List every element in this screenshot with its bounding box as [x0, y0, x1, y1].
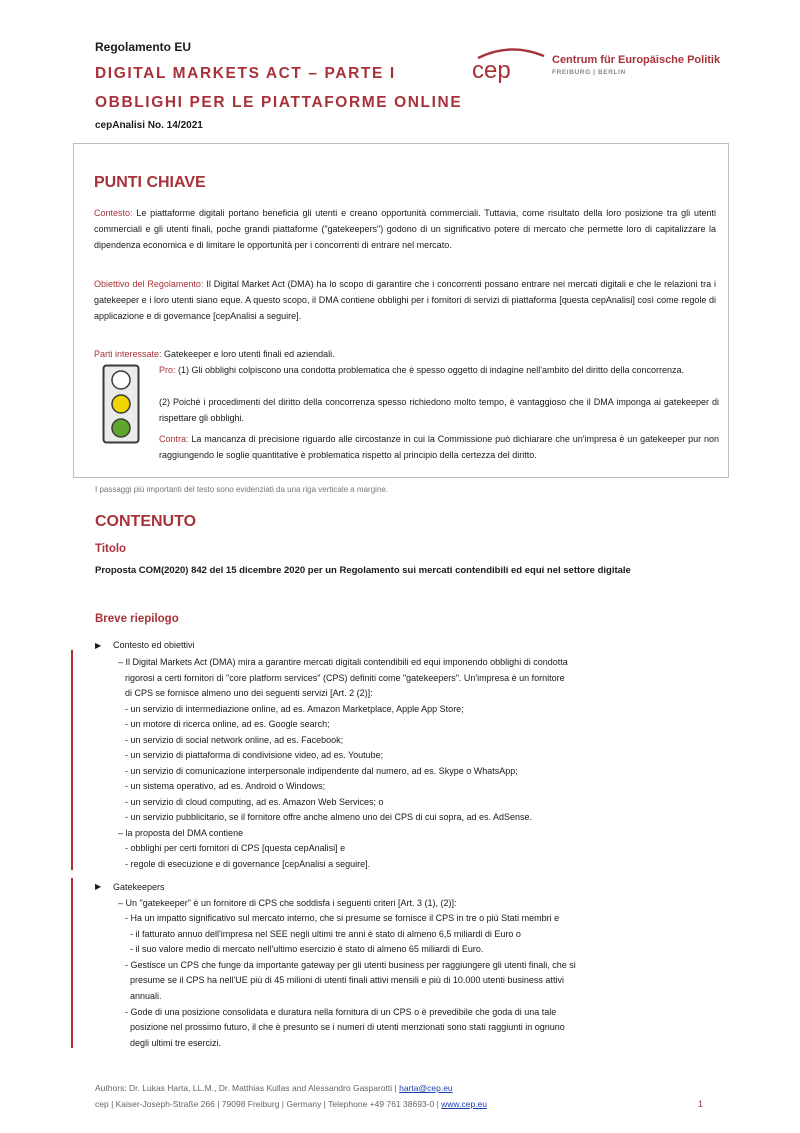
- key-point-parties: [94, 346, 716, 362]
- issue-number: cepAnalisi No. 14/2021: [95, 120, 203, 131]
- triangle-bullet-icon: ▶: [95, 882, 102, 891]
- pro-2-text: (2) Poiché i procedimenti del diritto della concorrenza spesso richiedono molto tempo, è vantaggioso che il DMA imponga ai gatekeeper di rispettare gli obblighi.: [159, 397, 719, 423]
- proposal-title: Proposta COM(2020) 842 del 15 dicembre 2020 per un Regolamento sui mercati contendibili ed equi nel settore digitale: [95, 565, 631, 576]
- traffic-light-middle: [112, 395, 130, 413]
- cep-logo: [470, 44, 740, 84]
- logo-cities: FREIBURG | BERLIN: [552, 69, 626, 76]
- summary-line: - il fatturato annuo dell'impresa nel SEE negli ultimi tre anni è stato di almeno 6,5 miliardi di Euro o: [130, 929, 521, 939]
- highlight-bar: [71, 878, 73, 1048]
- summary-line: - un servizio di intermediazione online, ad es. Amazon Marketplace, Apple App Store;: [125, 704, 464, 714]
- summary-line: Contesto ed obiettivi: [113, 640, 195, 650]
- summary-line: – Il Digital Markets Act (DMA) mira a garantire mercati digitali contendibili ed equi imponendo obblighi di condotta: [118, 657, 568, 667]
- document-title-line-2: OBBLIGHI PER LE PIATTAFORME ONLINE: [95, 94, 463, 111]
- pro-1-text: (1) Gli obblighi colpiscono una condotta problematica che è spesso oggetto di indagine nell'ambito del diritto della concorrenza.: [178, 365, 685, 375]
- summary-line: - un servizio pubblicitario, se il fornitore offre anche almeno uno dei CPS di cui sopra, ad es. AdSense.: [125, 812, 533, 822]
- summary-line: rigorosi a certi fornitori di "core platform services" (CPS) definiti come "gatekeepers". Un'impresa è un fornitore: [125, 673, 565, 683]
- contra-label: Contra:: [159, 434, 189, 444]
- traffic-light-icon: [102, 364, 140, 444]
- parties-label: Parti interessate:: [94, 349, 162, 359]
- summary-line: Gatekeepers: [113, 882, 165, 892]
- summary-line: - un motore di ricerca online, ad es. Google search;: [125, 719, 330, 729]
- footer-address: [95, 1099, 487, 1109]
- document-label: Regolamento EU: [95, 40, 192, 54]
- key-point-contra: [159, 431, 719, 463]
- cep-logo-text: cep: [472, 57, 511, 84]
- triangle-bullet-icon: ▶: [95, 641, 102, 650]
- summary-line: presume se il CPS ha nell'UE più di 45 milioni di utenti finali attivi mensili e più di 10.000 utenti business attivi: [130, 975, 564, 985]
- website-link[interactable]: www.cep.eu: [441, 1099, 487, 1109]
- summary-line: - un servizio di piattaforma di condivisione video, ad es. Youtube;: [125, 750, 384, 760]
- objective-text: Il Digital Market Act (DMA) ha lo scopo di garantire che i concorrenti possano entrare nei mercati digitali e che le relazioni tra i gatekeeper e i loro utenti siano eque. A questo scopo, il DMA contiene obblighi per i fornitori di servizi di piattaforma [questa cepAnalisi] così come regole di applicazione e di governance [cepAnalisi a seguire].: [94, 279, 717, 321]
- summary-line: – Un "gatekeeper" è un fornitore di CPS che soddisfa i seguenti criteri [Art. 3 (1), (2)]:: [118, 898, 457, 908]
- key-points-title: PUNTI CHIAVE: [94, 174, 206, 191]
- summary-line: - un servizio di social network online, ad es. Facebook;: [125, 735, 344, 745]
- summary-line: - obblighi per certi fornitori di CPS [questa cepAnalisi] e: [125, 843, 346, 853]
- footer-authors: [95, 1083, 453, 1093]
- summary-line: - Gestisce un CPS che funge da importante gateway per gli utenti business per raggiungere gli utenti finali, che si: [125, 960, 576, 970]
- summary-line: - Ha un impatto significativo sul mercato interno, che si presume se fornisce il CPS in tre o più Stati membri e: [125, 913, 560, 923]
- summary-line: posizione nel prossimo futuro, il che è presunto se i numeri di utenti menzionati sono stati raggiunti in ognuno: [130, 1022, 565, 1032]
- summary-line: di CPS se fornisce almeno uno dei seguenti servizi [Art. 2 (2)]:: [125, 688, 373, 698]
- summary-line: - regole di esecuzione e di governance [cepAnalisi a seguire].: [125, 859, 371, 869]
- objective-label: Obiettivo del Regolamento:: [94, 279, 204, 289]
- key-point-context: [94, 205, 716, 253]
- summary-line: annuali.: [130, 991, 162, 1001]
- key-point-pro-2: [159, 394, 719, 426]
- authors-text: Authors: Dr. Lukas Harta, LL.M., Dr. Matthias Kullas and Alessandro Gasparotti |: [95, 1083, 397, 1093]
- summary-line: - un sistema operativo, ad es. Android o Windows;: [125, 781, 326, 791]
- cep-logo-mark: [470, 44, 548, 84]
- key-point-pro-1: [159, 362, 719, 378]
- context-label: Contesto:: [94, 208, 133, 218]
- highlight-footnote: I passaggi più importanti del testo sono evidenziati da una riga verticale a margine.: [95, 485, 389, 494]
- summary-line: – la proposta del DMA contiene: [118, 828, 244, 838]
- pro-label: Pro:: [159, 365, 176, 375]
- titolo-heading: Titolo: [95, 543, 127, 555]
- page-number: 1: [698, 1099, 704, 1109]
- logo-org-name: Centrum für Europäische Politik: [552, 54, 721, 66]
- context-text: Le piattaforme digitali portano beneficia gli utenti e creano opportunità commerciali. Tuttavia, come risultato della loro posizione tra gli utenti commerciali e gli utenti finali, poche grandi piattaforme ("gatekeepers") godono di un significativo potere di mercato che permette loro di capitalizzare la dipendenza economica e di limitare le opportunità per i concorrenti di entrare nel mercato.: [94, 208, 716, 250]
- summary-line: - Gode di una posizione consolidata e duratura nella fornitura di un CPS o è prevedibile che goda di una tale: [125, 1007, 557, 1017]
- content-title: CONTENUTO: [95, 513, 197, 530]
- summary-line: degli ultimi tre esercizi.: [130, 1038, 222, 1048]
- summary-line: - un servizio di comunicazione interpersonale indipendente dal numero, ad es. Skype o WhatsApp;: [125, 766, 518, 776]
- highlight-bar: [71, 650, 73, 870]
- traffic-light-bottom: [112, 419, 130, 437]
- summary-line: - un servizio di cloud computing, ad es. Amazon Web Services; o: [125, 797, 384, 807]
- address-text: cep | Kaiser-Joseph-Straße 266 | 79098 Freiburg | Germany | Telephone +49 761 38693-0 |: [95, 1099, 439, 1109]
- key-point-objective: [94, 276, 716, 324]
- summary-heading: Breve riepilogo: [95, 613, 179, 625]
- document-title-line-1: DIGITAL MARKETS ACT – PARTE I: [95, 65, 396, 82]
- summary-line: - il suo valore medio di mercato nell'ultimo esercizio è stato di almeno 65 miliardi di Euro.: [130, 944, 484, 954]
- contra-text: La mancanza di precisione riguardo alle circostanze in cui la Commissione può dichiarare che un'impresa è un gatekeeper pur non raggiungendo le soglie quantitative è problematica rispetto al principio della certezza del diritto.: [159, 434, 719, 460]
- traffic-light-top: [112, 371, 130, 389]
- key-points-box: [73, 143, 729, 478]
- parties-text: Gatekeeper e loro utenti finali ed aziendali.: [164, 349, 335, 359]
- author-email-link[interactable]: harta@cep.eu: [399, 1083, 453, 1093]
